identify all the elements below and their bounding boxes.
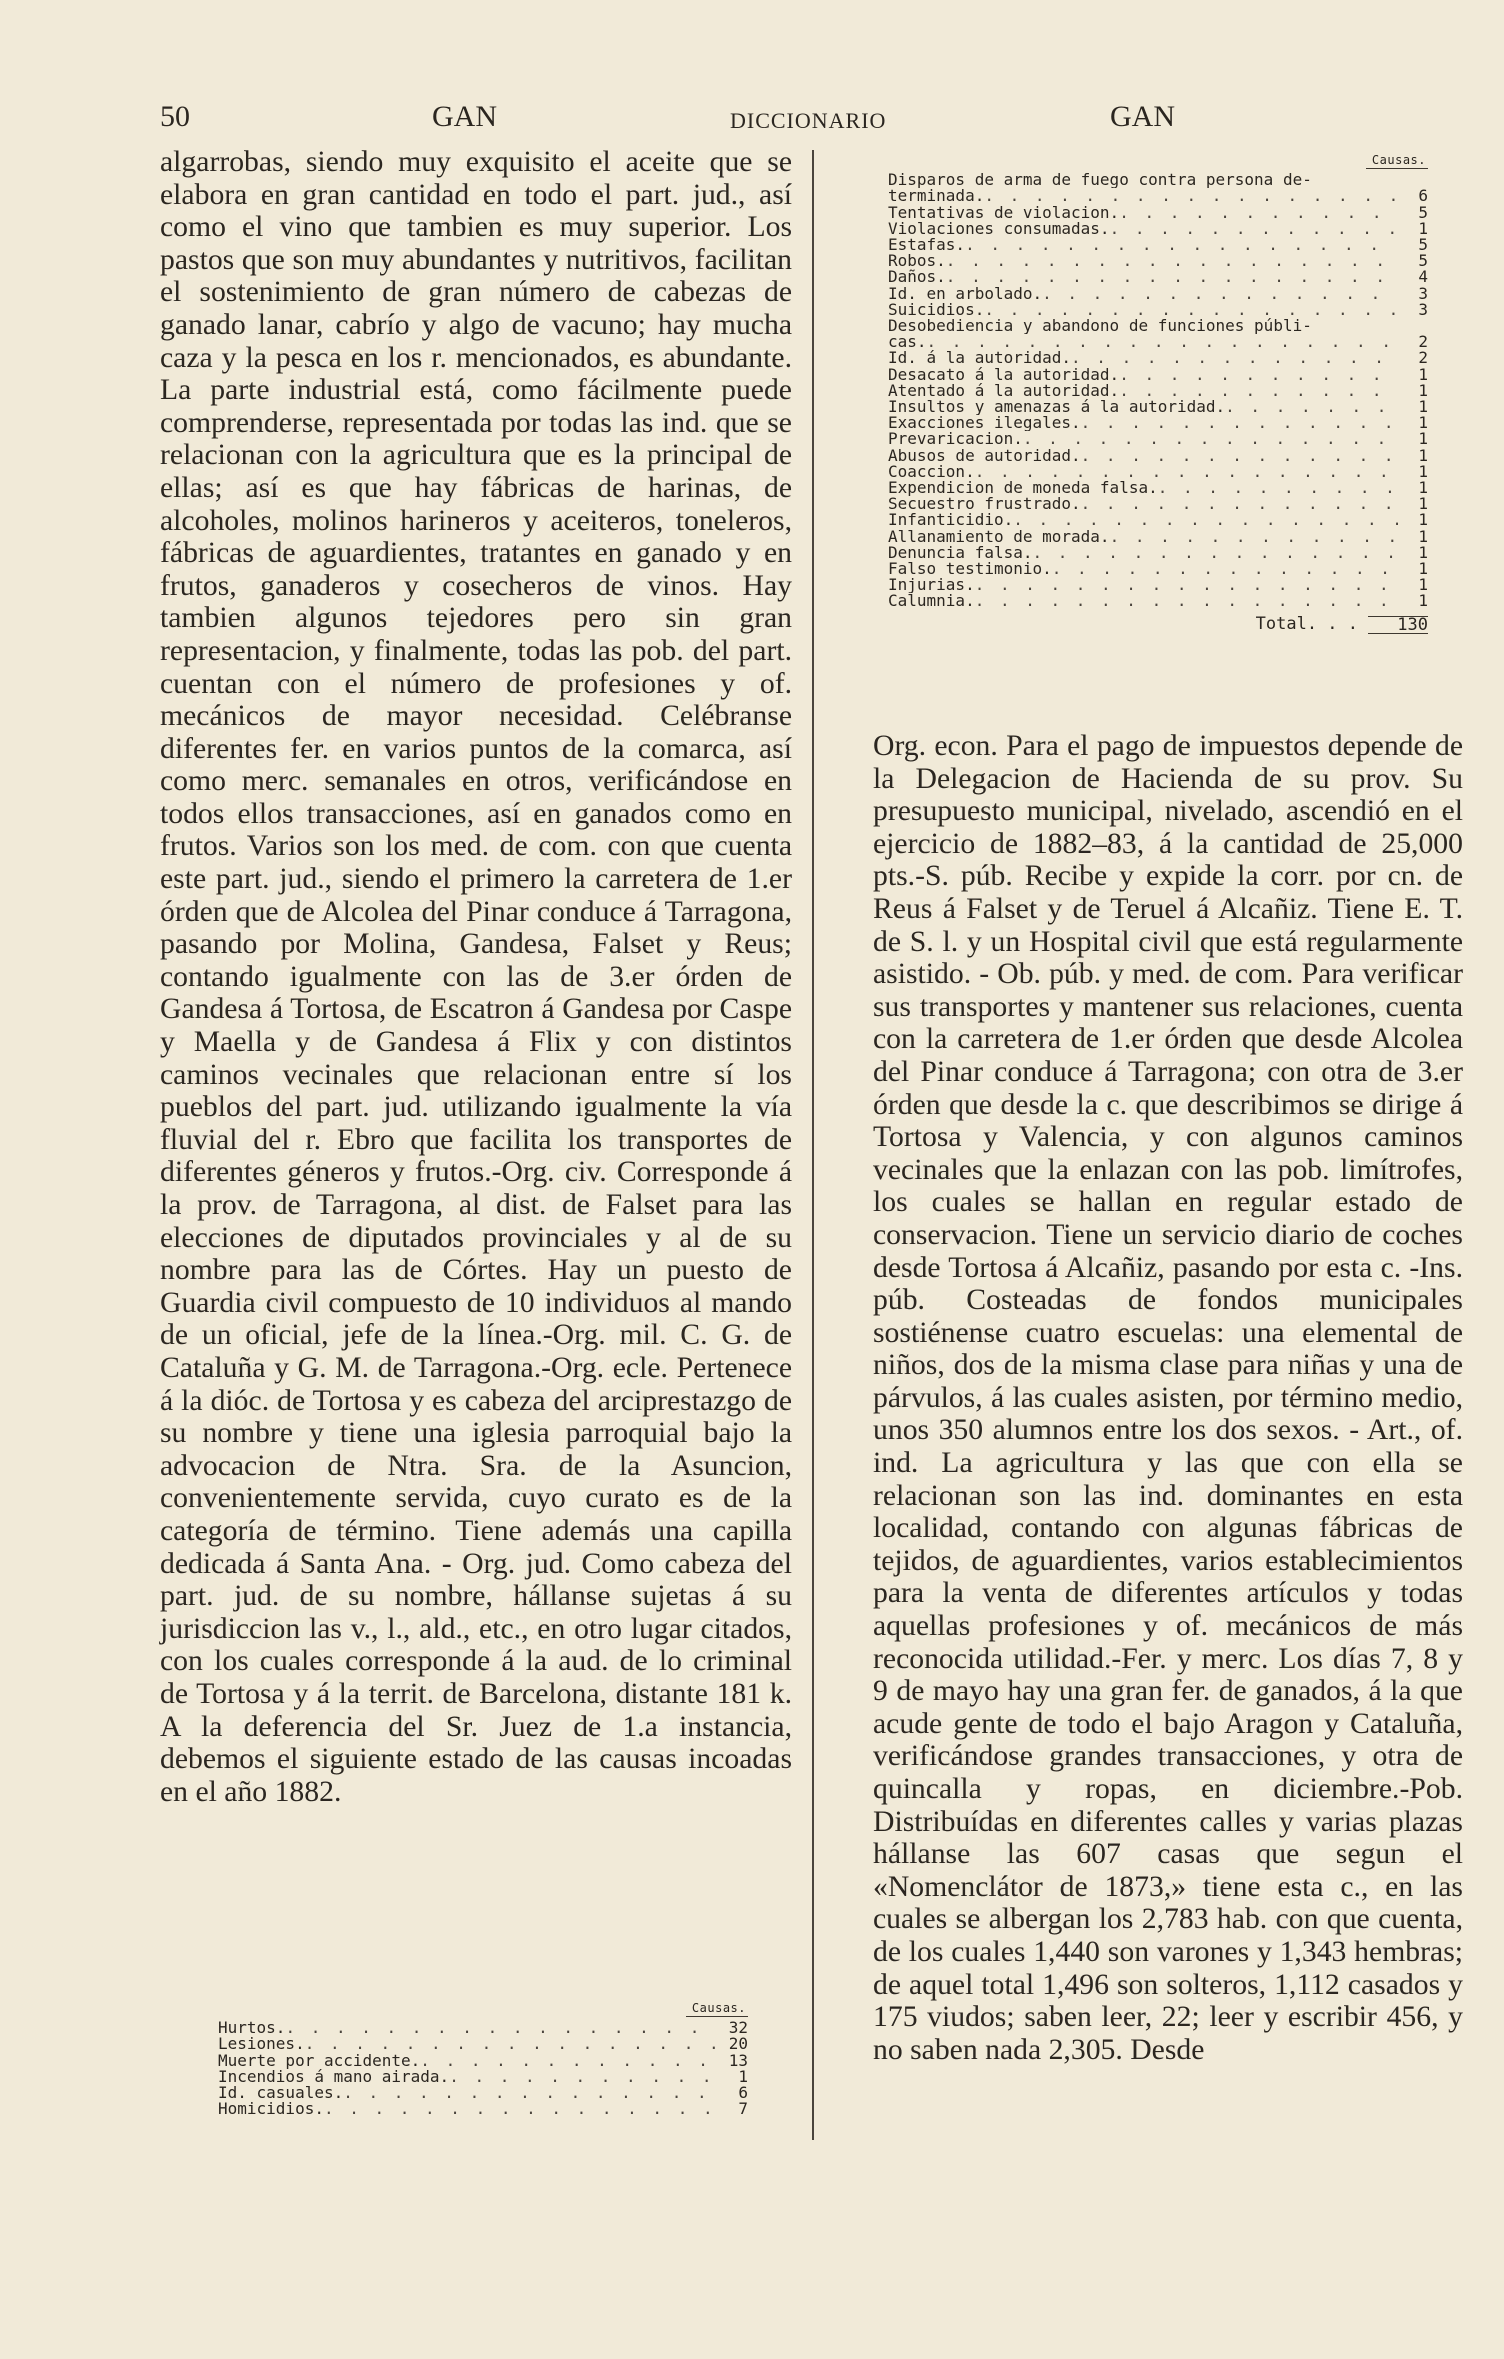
leader-dots [420, 2053, 718, 2069]
table-row [888, 561, 1428, 577]
header-title: DICCIONARIO [730, 108, 887, 133]
row-value: 1 [1418, 431, 1428, 448]
row-label: Exacciones ilegales. [888, 415, 1081, 432]
row-value: 1 [1418, 577, 1428, 594]
leader-dots [984, 302, 1398, 318]
leader-dots [975, 593, 1398, 609]
leader-dots [1119, 205, 1398, 221]
table-row [218, 2101, 748, 2117]
row-value: 6 [1418, 188, 1428, 205]
table-row [888, 545, 1428, 561]
row-label: Daños. [888, 269, 946, 286]
table-row [888, 172, 1428, 188]
leader-dots [1110, 529, 1398, 545]
row-value: 1 [1418, 561, 1428, 578]
table-row [888, 529, 1428, 545]
row-label: Atentado á la autoridad. [888, 382, 1120, 400]
table-body [218, 2020, 748, 2117]
leader-dots [1081, 415, 1398, 431]
table-row [888, 253, 1428, 269]
left-causes-table [218, 2000, 748, 2117]
leader-dots [285, 2020, 718, 2036]
row-label: Id. en arbolado. [888, 285, 1043, 302]
row-value: 1 [1418, 463, 1428, 481]
leader-dots [946, 269, 1398, 285]
row-value: 1 [738, 2068, 748, 2086]
row-label: terminada. [888, 188, 985, 205]
leader-dots [927, 334, 1398, 350]
row-value: 4 [1418, 269, 1428, 286]
row-label: Incendios á mano airada. [218, 2068, 450, 2086]
right-column-text: Org. econ. Para el pago de impuestos depende de la Delegacion de Hacienda de su prov. Su presupuesto municipal, nivelado, ascendió en el ejercicio de 1882–83, á la cantidad de 25,000 pts.-S. púb. Recibe y expide la corr. por cn. de Reus á Falset y de Teruel á Alcañiz. Tiene E. T. de S. l. y un Hospital civil que está regularmente asistido. - Ob. púb. y med. de com. Para verificar sus transportes y mantener sus relaciones, cuenta con la carretera de 1.er órden que desde Alcolea del Pinar conduce á Tarragona; con otra de 3.er órden que desde la c. que describimos se dirige á Tortosa y Valencia, y con algunos caminos vecinales que la enlazan con las pob. limítrofes, los cuales se hallan en regular estado de conservacion. Tiene un servicio diario de coches desde Tortosa á Alcañiz, pasando por esta c. -Ins. púb. Costeadas de fondos municipales sostiénense cuatro escuelas: una elemental de niños, dos de la misma clase para niñas y una de párvulos, á las cuales asisten, por término medio, unos 350 alumnos entre los dos sexos. - Art., of. ind. La agricultura y las que con ella se relacionan son las ind. dominantes en esta localidad, contando con algunas fábricas de tejidos, de aguardientes, varios establecimientos para la venta de diferentes artículos y todas aquellas profesiones y of. mecánicos de más reconocida utilidad.-Fer. y merc. Los días 7, 8 y 9 de mayo hay una gran fer. de ganados, á la que acude gente de todo el bajo Aragon y Cataluña, verificándose grandes transacciones, y otra de quincalla y ropas, en diciembre.-Pob. Distribuídas en diferentes calles y varias plazas hállanse las 607 casas que segun el «Nomenclátor de 1873,» tiene esta c., en las cuales se albergan los 2,783 hab. con que cuenta, de los cuales 1,440 son varones y 1,343 hembras; de aquel total 1,496 son solteros, 1,112 casados y 175 viudos; saben leer, 22; leer y escribir 456, y no saben nada 2,305. Desde [873, 730, 1463, 2066]
row-value: 1 [1418, 382, 1428, 400]
row-value: 7 [738, 2101, 748, 2118]
table-row [888, 221, 1428, 237]
table-row [888, 188, 1428, 204]
row-value: 3 [1418, 285, 1428, 302]
row-label: Calumnia. [888, 593, 975, 610]
row-value: 3 [1418, 301, 1428, 319]
leader-dots [1225, 399, 1398, 415]
table-row [888, 334, 1428, 350]
row-label: cas. [888, 334, 927, 351]
leader-dots [1081, 496, 1398, 512]
right-column [873, 730, 1463, 2066]
leader-dots [1119, 383, 1398, 399]
row-label: Estafas. [888, 237, 966, 254]
row-label: Falso testimonio. [888, 561, 1052, 578]
table-row [888, 464, 1428, 480]
row-label: Desacato á la autoridad. [888, 366, 1120, 383]
table-row [218, 2020, 748, 2036]
row-value: 2 [1418, 334, 1428, 351]
row-value: 1 [1418, 544, 1428, 562]
row-label: Hurtos. [218, 2020, 286, 2037]
leader-dots [305, 2036, 718, 2052]
leader-dots [1033, 545, 1399, 561]
row-label: Infanticidio. [888, 512, 1014, 529]
row-label: Prevaricacion. [888, 431, 1023, 448]
row-label: Injurias. [888, 577, 975, 594]
row-value: 5 [1418, 253, 1428, 270]
row-label: Suicidios. [888, 301, 985, 319]
row-label: Insultos y amenazas á la autoridad. [888, 399, 1226, 416]
leader-dots [1052, 561, 1398, 577]
table-row [888, 415, 1428, 431]
total-value: 130 [1368, 616, 1428, 634]
row-label: Violaciones consumadas. [888, 220, 1110, 238]
row-label: Robos. [888, 253, 946, 270]
leader-dots [1013, 512, 1398, 528]
row-value: 1 [1418, 480, 1428, 497]
leader-dots [975, 464, 1398, 480]
row-value [1398, 172, 1428, 188]
table-row [218, 2036, 748, 2052]
row-label: Abusos de autoridad. [888, 447, 1081, 464]
row-label: Desobediencia y abandono de funciones públi- [888, 318, 1312, 335]
page-header [160, 100, 1440, 140]
table-row [218, 2085, 748, 2101]
table-row [888, 593, 1428, 609]
leader-dots [984, 188, 1398, 204]
row-label: Tentativas de violacion. [888, 204, 1120, 221]
leader-dots [1158, 480, 1398, 496]
leader-dots [975, 577, 1398, 593]
leader-dots [343, 2085, 718, 2101]
row-label: Denuncia falsa. [888, 544, 1033, 562]
row-value [1398, 318, 1428, 334]
row-value: 2 [1418, 350, 1428, 367]
page-number: 50 [160, 100, 190, 133]
table-header: Causas. [1366, 152, 1428, 169]
row-value: 1 [1418, 399, 1428, 416]
row-value: 1 [1418, 447, 1428, 464]
table-row [888, 350, 1428, 366]
table-row [888, 205, 1428, 221]
left-column [160, 146, 792, 1808]
table-row [218, 2069, 748, 2085]
table-row [888, 318, 1428, 334]
table-row [888, 480, 1428, 496]
row-label: Muerte por accidente. [218, 2052, 421, 2069]
row-value: 1 [1418, 512, 1428, 529]
table-row [888, 286, 1428, 302]
leader-dots [965, 237, 1398, 253]
leader-dots [946, 253, 1398, 269]
row-value: 1 [1418, 496, 1428, 513]
table-row [888, 302, 1428, 318]
column-divider [812, 150, 814, 2140]
row-label: Id. á la autoridad. [888, 350, 1072, 367]
row-label: Homicidios. [218, 2101, 324, 2118]
row-value: 5 [1418, 204, 1428, 221]
row-label: Coaccion. [888, 463, 975, 481]
total-label: Total. . . [1255, 613, 1358, 634]
total-row [888, 613, 1428, 635]
row-label: Lesiones. [218, 2036, 305, 2053]
row-value: 1 [1418, 415, 1428, 432]
table-row [888, 269, 1428, 285]
header-left-word: GAN [432, 100, 497, 133]
table-header: Causas. [686, 2000, 748, 2017]
table-row [888, 367, 1428, 383]
table-row [218, 2053, 748, 2069]
table-body [888, 172, 1428, 609]
left-column-text: algarrobas, siendo muy exquisito el aceite que se elabora en gran cantidad en todo el part. jud., así como el vino que tambien es muy superior. Los pastos que son muy abundantes y nutritivos, facilitan el sostenimiento de gran número de cabezas de ganado lanar, cabrío y algo de vacuno; hay mucha caza y la pesca en los r. mencionados, es abundante. La parte industrial está, como fácilmente puede comprenderse, representada por todas las ind. que se relacionan con la agricultura que es la principal de ellas; así es que hay fábricas de harinas, de alcoholes, molinos harineros y aceiteros, toneleros, fábricas de aguardientes, tratantes en ganado y en frutos, ganaderos y cosecheros de vinos. Hay tambien algunos tejedores pero sin gran representacion, y finalmente, todas las pob. del part. cuentan con el número de profesiones y of. mecánicos de mayor necesidad. Celébranse diferentes fer. en varios puntos de la comarca, así como merc. semanales en otros, verificándose en todos ellos transacciones, así en ganados como en frutos. Varios son los med. de com. con que cuenta este part. jud., siendo el primero la carretera de 1.er órden que de Alcolea del Pinar conduce á Tarragona, pasando por Molina, Gandesa, Falset y Reus; contando igualmente con las de 3.er órden de Gandesa á Tortosa, de Escatron á Gandesa por Caspe y Maella y de Gandesa á Flix y con distintos caminos vecinales que relacionan entre sí los pueblos del part. jud. utilizando igualmente la vía fluvial del r. Ebro que facilita los transportes de diferentes géneros y frutos.-Org. civ. Corresponde á la prov. de Tarragona, al dist. de Falset para las elecciones de diputados provinciales y al de su nombre para las de Córtes. Hay un puesto de Guardia civil compuesto de 10 individuos al mando de un oficial, jefe de la línea.-Org. mil. C. G. de Cataluña y G. M. de Tarragona.-Org. ecle. Pertenece á la dióc. de Tortosa y es cabeza del arciprestazgo de su nombre y tiene una iglesia parroquial bajo la advocacion de Ntra. Sra. de la Asuncion, convenientemente servida, cuyo curato es de la categoría de término. Tiene además una capilla dedicada á Santa Ana. - Org. jud. Como cabeza del part. jud. de su nombre, hállanse sujetas á su jurisdiccion las v., l., ald., etc., en otro lugar citados, con los cuales corresponde á la aud. de lo criminal de Tortosa y á la territ. de Barcelona, distante 181 k. A la deferencia del Sr. Juez de 1.a instancia, debemos el siguiente estado de las causas incoadas en el año 1882. [160, 146, 792, 1808]
leader-dots [1071, 350, 1398, 366]
leader-dots [1110, 221, 1398, 237]
table-row [888, 448, 1428, 464]
row-value: 5 [1418, 237, 1428, 254]
row-label: Expendicion de moneda falsa. [888, 480, 1158, 497]
right-causes-table [888, 152, 1428, 634]
table-row [888, 237, 1428, 253]
leader-dots [449, 2069, 718, 2085]
row-value: 20 [728, 2036, 748, 2053]
table-row [888, 512, 1428, 528]
table-row [888, 399, 1428, 415]
row-value: 1 [1418, 366, 1428, 383]
row-value: 32 [728, 2020, 748, 2037]
row-label: Allanamiento de morada. [888, 528, 1110, 545]
row-value: 6 [738, 2085, 748, 2102]
row-label: Secuestro frustrado. [888, 496, 1081, 513]
row-value: 1 [1418, 220, 1428, 238]
table-row [888, 577, 1428, 593]
header-right-word: GAN [1110, 100, 1175, 133]
row-value: 13 [728, 2052, 748, 2069]
row-value: 1 [1418, 528, 1428, 545]
table-row [888, 383, 1428, 399]
table-row [888, 431, 1428, 447]
table-row [888, 496, 1428, 512]
leader-dots [1119, 367, 1398, 383]
leader-dots [324, 2101, 718, 2117]
row-label: Disparos de arma de fuego contra persona de- [888, 172, 1312, 189]
row-label: Id. casuales. [218, 2085, 344, 2102]
leader-dots [1042, 286, 1398, 302]
row-value: 1 [1418, 593, 1428, 610]
leader-dots [1023, 431, 1398, 447]
leader-dots [1081, 448, 1398, 464]
